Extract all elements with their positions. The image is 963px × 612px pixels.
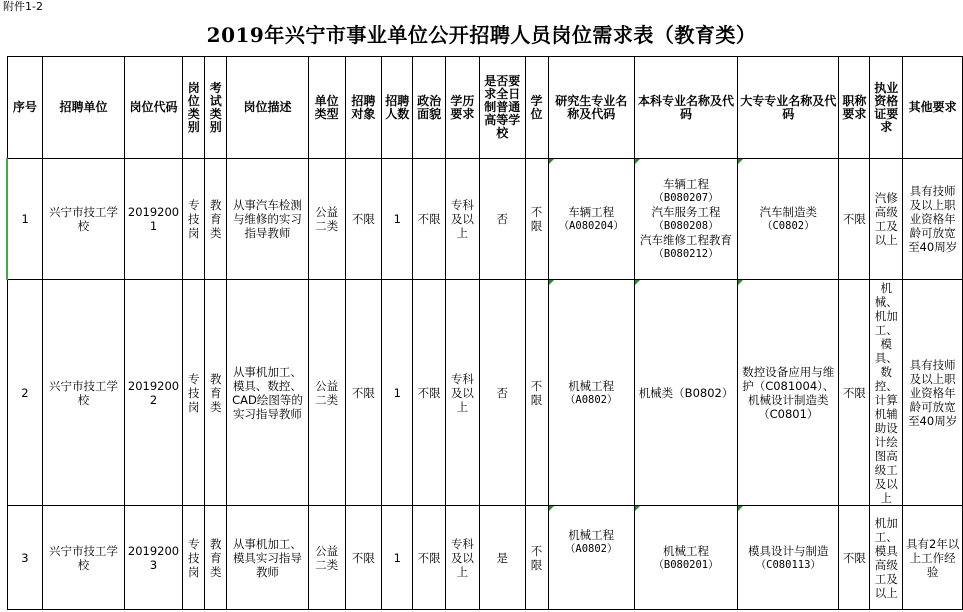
cell-post-type: 专技岗 xyxy=(183,506,205,610)
cell-unit: 兴宁市技工学校 xyxy=(43,280,124,506)
cell-title-req: 不限 xyxy=(839,280,870,506)
col-header: 研究生专业名称及代码 xyxy=(548,57,634,159)
page-title: 2019年兴宁市事业单位公开招聘人员岗位需求表（教育类） xyxy=(206,23,757,47)
cell-fulltime: 否 xyxy=(479,280,525,506)
col-header: 是否要求全日制普通高等学校 xyxy=(479,57,525,159)
major-line: 模具设计与制造 xyxy=(748,543,829,558)
cell-edu: 专科及以上 xyxy=(446,159,480,280)
col-header: 招聘单位 xyxy=(43,57,124,159)
cell-count: 1 xyxy=(382,506,413,610)
col-header: 学历要求 xyxy=(446,57,480,159)
col-header: 岗位类别 xyxy=(183,57,205,159)
cell-cert: 机加工、模具高级工及以上 xyxy=(870,506,903,610)
major-line: 车辆工程 xyxy=(663,177,710,191)
col-header: 岗位描述 xyxy=(227,57,308,159)
cell-exam-type: 教育类 xyxy=(205,280,227,506)
cell-college-major xyxy=(738,159,839,280)
cell-degree: 不限 xyxy=(525,280,548,506)
col-header: 招聘人数 xyxy=(382,57,413,159)
table-row xyxy=(7,159,963,280)
major-code: （B080212） xyxy=(653,248,719,260)
major-line: 机械类（B0802） xyxy=(638,385,734,400)
cell-desc: 从事机加工、模具实习指导教师 xyxy=(227,506,308,610)
col-header: 考试类别 xyxy=(205,57,227,159)
cell-target: 不限 xyxy=(345,280,382,506)
major-code: （B080201） xyxy=(653,558,719,571)
cell-political: 不限 xyxy=(413,506,446,610)
cell-code: 20192002 xyxy=(124,280,183,506)
major-line: 车辆工程 xyxy=(568,205,615,219)
cell-fulltime: 否 xyxy=(479,159,525,280)
cell-degree: 不限 xyxy=(525,159,548,280)
col-header: 单位类型 xyxy=(308,57,345,159)
cell-grad-major xyxy=(548,280,634,506)
col-header: 职称要求 xyxy=(839,57,870,159)
cell-unit: 兴宁市技工学校 xyxy=(43,159,124,280)
major-code: （A0802） xyxy=(564,543,618,555)
cell-title-req: 不限 xyxy=(839,506,870,610)
cell-bach-major xyxy=(634,159,737,280)
cell-political: 不限 xyxy=(413,159,446,280)
major-line: 汽车服务工程 xyxy=(651,205,721,219)
major-line: 机械工程 xyxy=(663,543,710,558)
cell-degree: 不限 xyxy=(525,506,548,610)
cell-count: 1 xyxy=(382,280,413,506)
cell-edu: 专科及以上 xyxy=(446,506,480,610)
major-line: 数控设备应用与维护（C081004）、机械设计制造类（C0801） xyxy=(742,364,835,421)
col-header: 政治面貌 xyxy=(413,57,446,159)
cell-cert: 机械、机加工、模具、数控、计算机辅助设计绘图高级工及以上 xyxy=(870,280,903,506)
cell-unit-type: 公益二类 xyxy=(308,159,345,280)
cell-unit-type: 公益二类 xyxy=(308,280,345,506)
major-code: （B080208） xyxy=(653,220,719,232)
cell-desc: 从事汽车检测与维修的实习指导教师 xyxy=(227,159,308,280)
cell-other: 具有2年以上工作经验 xyxy=(903,506,963,610)
table-row xyxy=(7,280,963,506)
major-code: （C0802） xyxy=(761,220,815,232)
cell-desc: 从事机加工、模具、数控、CAD绘图等的实习指导教师 xyxy=(227,280,308,506)
cell-unit: 兴宁市技工学校 xyxy=(43,506,124,610)
cell-cert: 汽修高级工及以上 xyxy=(870,159,903,280)
col-header: 招聘对象 xyxy=(345,57,382,159)
major-code: （A0802） xyxy=(564,393,618,406)
col-header: 其他要求 xyxy=(903,57,963,159)
header-row xyxy=(7,57,963,159)
cell-unit-type: 公益二类 xyxy=(308,506,345,610)
cell-political: 不限 xyxy=(413,280,446,506)
cell-exam-type: 教育类 xyxy=(205,506,227,610)
col-header: 执业资格证要求 xyxy=(870,57,903,159)
major-line: 汽车维修工程教育 xyxy=(640,233,733,247)
col-header: 序号 xyxy=(7,57,43,159)
major-line: 机械工程 xyxy=(568,378,615,393)
major-code: （A080204） xyxy=(558,220,624,232)
col-header: 大专专业名称及代码 xyxy=(738,57,839,159)
cell-no: 1 xyxy=(7,159,43,280)
major-line: 汽车制造类 xyxy=(759,205,818,219)
cell-title-req: 不限 xyxy=(839,159,870,280)
cell-grad-major xyxy=(548,506,634,610)
cell-post-type: 专技岗 xyxy=(183,159,205,280)
cell-grad-major xyxy=(548,159,634,280)
table-row xyxy=(7,506,963,610)
cell-no: 3 xyxy=(7,506,43,610)
cell-bach-major xyxy=(634,280,737,506)
cell-target: 不限 xyxy=(345,506,382,610)
cell-other: 具有技师及以上职业资格年龄可放宽至40周岁 xyxy=(903,280,963,506)
major-line: 机械工程 xyxy=(568,528,615,542)
cell-college-major xyxy=(738,280,839,506)
cell-count: 1 xyxy=(382,159,413,280)
cell-code: 20192003 xyxy=(124,506,183,610)
cell-college-major xyxy=(738,506,839,610)
cell-fulltime: 是 xyxy=(479,506,525,610)
major-code: （B080207） xyxy=(653,192,719,204)
col-header: 岗位代码 xyxy=(124,57,183,159)
cell-no: 2 xyxy=(7,280,43,506)
cell-exam-type: 教育类 xyxy=(205,159,227,280)
col-header: 学位 xyxy=(525,57,548,159)
cell-edu: 专科及以上 xyxy=(446,280,480,506)
job-requirements-table xyxy=(6,56,963,610)
major-code: （C080113） xyxy=(755,558,821,571)
attachment-label: 附件1-2 xyxy=(3,0,43,13)
col-header: 本科专业名称及代码 xyxy=(634,57,737,159)
cell-target: 不限 xyxy=(345,159,382,280)
cell-code: 20192001 xyxy=(124,159,183,280)
cell-post-type: 专技岗 xyxy=(183,280,205,506)
cell-other: 具有技师及以上职业资格年龄可放宽至40周岁 xyxy=(903,159,963,280)
cell-bach-major xyxy=(634,506,737,610)
